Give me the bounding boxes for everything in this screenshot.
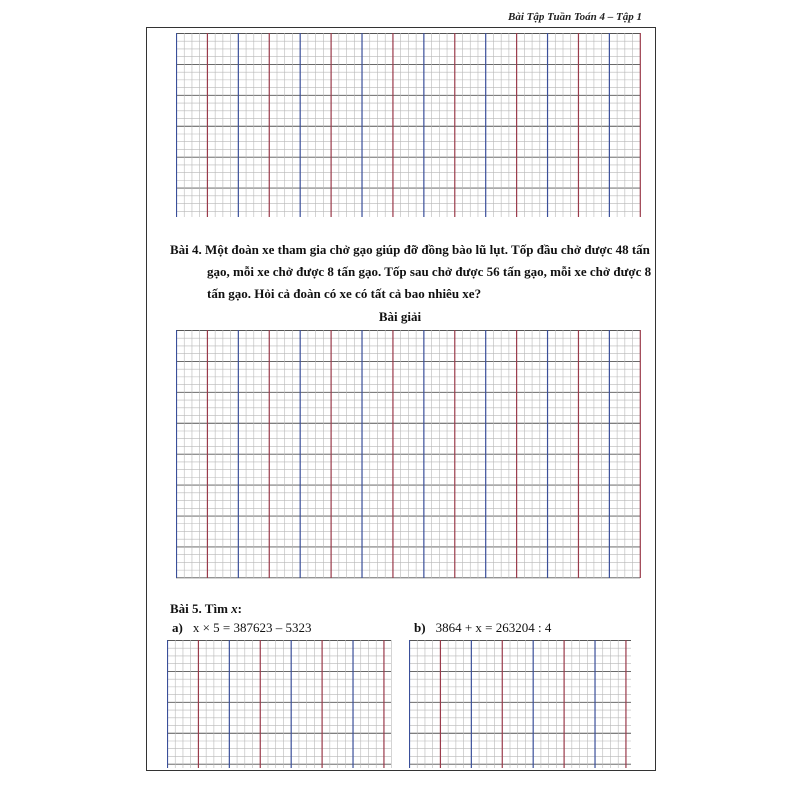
equation-a-expr: x × 5 = 387623 – 5323 [192, 620, 312, 635]
writing-grid-a [167, 640, 392, 769]
equation-b: b) 3864 + x = 263204 : 4 [414, 620, 552, 635]
problem-5-title: Bài 5. Tìm x: [170, 601, 243, 616]
writing-grid-b [409, 640, 632, 769]
page-header: Bài Tập Tuần Toán 4 – Tập 1 [508, 11, 642, 23]
problem-4 [170, 239, 652, 305]
problem-4-line2: gạo, mỗi xe chở được 8 tấn gạo. Tốp sau chở được 56 tấn gạo, mỗi xe chở được 8 [207, 264, 652, 279]
writing-grid-top [176, 33, 641, 218]
writing-grid-middle [176, 330, 641, 579]
equation-a: a) x × 5 = 387623 – 5323 [172, 620, 312, 635]
solution-label: Bài giải [378, 309, 422, 324]
problem-4-line3: tấn gạo. Hỏi cả đoàn có xe có tất cả bao nhiêu xe? [207, 286, 482, 301]
equation-b-expr: 3864 + x = 263204 : 4 [435, 620, 552, 635]
problem-4-line1: Bài 4. Một đoàn xe tham gia chở gạo giúp đỡ đồng bào lũ lụt. Tốp đầu chở được 48 tấn [170, 242, 650, 257]
